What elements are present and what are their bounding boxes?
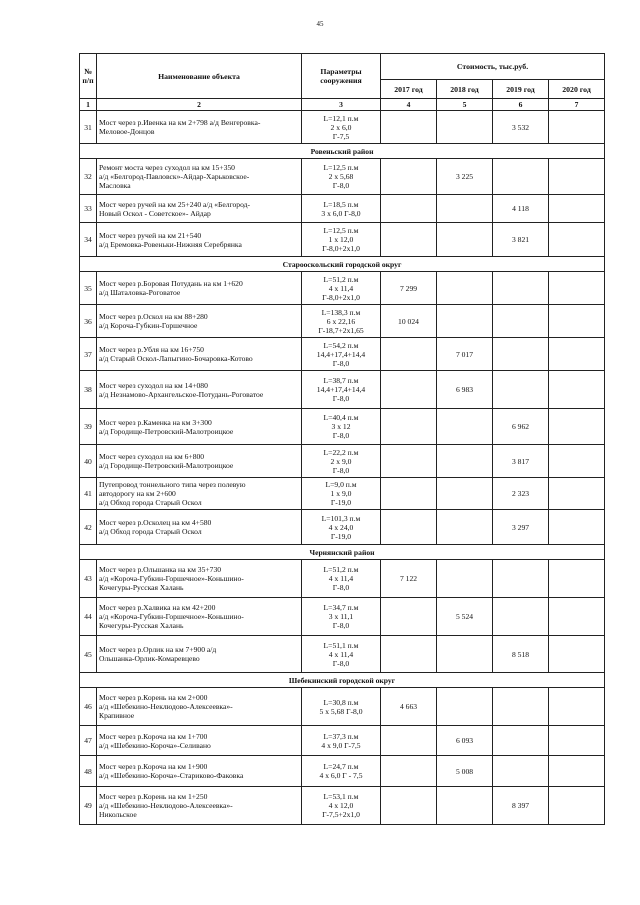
cost-2020 <box>549 111 605 144</box>
object-name <box>97 598 302 636</box>
structure-params-line: 4 х 12,0 <box>328 801 354 810</box>
cost-2020 <box>549 445 605 478</box>
cost-2019: 6 962 <box>493 409 549 445</box>
cost-2017 <box>381 510 437 545</box>
object-name-line: а/д Старый Оскол-Лапыгино-Бочаровка-Котово <box>99 354 253 363</box>
structure-params-line: 14,4+17,4+14,4 <box>316 349 366 359</box>
object-name-line: Путепровод тоннельного типа через полевую <box>99 480 246 489</box>
table-row <box>80 726 605 756</box>
cost-2018 <box>437 510 493 545</box>
cost-2019: 8 397 <box>493 787 549 825</box>
object-name-line: а/д Обход города Старый Оскол <box>99 498 202 507</box>
table-row <box>80 787 605 825</box>
structure-params-line: 2 х 5,68 <box>328 172 354 181</box>
object-name <box>97 636 302 673</box>
structure-params-line: Г-18,7+2х1,65 <box>318 325 364 335</box>
cost-2020 <box>549 598 605 636</box>
cost-2017: 4 663 <box>381 688 437 726</box>
object-name <box>97 756 302 787</box>
structure-params-line: Г-19,0 <box>330 531 352 541</box>
section-header-row <box>80 673 605 688</box>
object-name-line: Мост через р.Корень на км 1+250 <box>99 792 208 801</box>
table-row <box>80 636 605 673</box>
object-name-line: Мост через ручей на км 21+540 <box>99 230 202 240</box>
object-name-line: Мост через р.Корень на км 2+000 <box>99 693 208 702</box>
object-name <box>97 305 302 338</box>
header-year-2018: 2018 год <box>437 80 493 99</box>
structure-params-line: L=101,3 п.м <box>321 513 361 523</box>
cost-2019: 4 118 <box>493 195 549 223</box>
structure-params-line: 5 х 5,68 Г-8,0 <box>319 706 363 716</box>
structure-params-line: L=24,7 п.м <box>323 762 359 771</box>
object-name-line: Мост через ручей на км 25+240 а/д «Белгород- <box>99 199 251 209</box>
object-name-line: Мост через р.Убля на км 16+750 <box>99 345 204 354</box>
cost-2017 <box>381 371 437 409</box>
object-name <box>97 159 302 195</box>
table-row <box>80 756 605 787</box>
cost-2019: 3 821 <box>493 223 549 257</box>
table-row <box>80 371 605 409</box>
section-title: Ровеньский район <box>80 144 605 159</box>
object-name-line: а/д «Короча-Губкин-Горшечное»-Коньшино- <box>99 612 244 621</box>
structure-params <box>302 510 381 545</box>
structure-params-line: 4 х 11,4 <box>328 649 354 659</box>
section-header-row <box>80 545 605 560</box>
table-body <box>80 111 605 825</box>
header-num: № п/п <box>80 54 97 99</box>
structure-params-line: Г-8,0 <box>332 181 350 190</box>
object-name-line: а/д Незнамово-Архангельское-Потудань-Роговатое <box>99 389 264 399</box>
object-name-line: Кочегуры-Русская Халань <box>99 621 184 630</box>
cost-2017 <box>381 726 437 756</box>
object-name-line: Масловка <box>99 181 131 190</box>
object-name-line: Ольшанка-Орлик-Комаревцево <box>99 654 200 663</box>
object-name-line: Мост через р.Боровая Потудань на км 1+620 <box>99 279 243 288</box>
structure-params <box>302 305 381 338</box>
cost-2018 <box>437 111 493 144</box>
cost-2017 <box>381 111 437 144</box>
table-row <box>80 478 605 510</box>
object-name-line: а/д Обход города Старый Оскол <box>99 527 202 536</box>
cost-2019 <box>493 688 549 726</box>
structure-params-line: L=12,5 п.м <box>323 226 359 235</box>
page-number: 45 <box>316 20 324 28</box>
cost-2019 <box>493 756 549 787</box>
object-name-line: а/д «Короча-Губкин-Горшечное»-Коньшино- <box>99 574 244 583</box>
index-col-6: 6 <box>493 99 549 111</box>
structure-params <box>302 371 381 409</box>
index-col-2: 2 <box>97 99 302 111</box>
cost-2017 <box>381 787 437 825</box>
object-name-line: а/д «Шебекино-Неклюдово-Алексеевка»- <box>99 702 233 711</box>
cost-2018 <box>437 478 493 510</box>
table-row <box>80 305 605 338</box>
cost-2018: 5 524 <box>437 598 493 636</box>
cost-2017 <box>381 338 437 371</box>
object-name-line: Мост через р.Орлик на км 7+900 а/д <box>99 645 217 654</box>
object-name-line: а/д «Шебекино-Неклюдово-Алексеевка»- <box>99 801 233 810</box>
cost-2018 <box>437 272 493 305</box>
cost-2020 <box>549 223 605 257</box>
object-name-line: Ремонт моста через суходол на км 15+350 <box>99 163 235 172</box>
structure-params <box>302 688 381 726</box>
row-number: 34 <box>80 223 97 257</box>
cost-2019 <box>493 371 549 409</box>
cost-2017 <box>381 756 437 787</box>
structure-params-line: L=9,0 п.м <box>325 480 357 489</box>
object-name-line: Мост через р.Короча на км 1+700 <box>99 731 208 741</box>
cost-2017: 7 299 <box>381 272 437 305</box>
object-name <box>97 272 302 305</box>
structure-params-line: 4 х 9,0 Г-7,5 <box>321 740 361 750</box>
row-number: 35 <box>80 272 97 305</box>
structure-params-line: Г-8,0 <box>332 358 350 368</box>
structure-params-line: 4 х 11,4 <box>328 283 354 293</box>
cost-2018 <box>437 688 493 726</box>
structure-params <box>302 223 381 257</box>
structure-params-line: Г-8,0 <box>332 431 350 440</box>
index-col-7: 7 <box>549 99 605 111</box>
structure-params-line: L=53,1 п.м <box>323 792 359 801</box>
structure-params <box>302 445 381 478</box>
header-params: Параметры сооружения <box>302 54 381 99</box>
cost-2019 <box>493 726 549 756</box>
cost-2018: 6 983 <box>437 371 493 409</box>
object-name-line: Мост через суходол на км 14+080 <box>99 380 208 390</box>
cost-2018 <box>437 409 493 445</box>
structure-params-line: L=37,3 п.м <box>323 731 359 741</box>
structure-params-line: Г-8,0 <box>332 394 350 403</box>
object-name-line: а/д «Шебекино-Короча»-Селивано <box>99 740 211 750</box>
bridge-cost-table <box>79 53 605 825</box>
structure-params <box>302 598 381 636</box>
row-number: 49 <box>80 787 97 825</box>
structure-params-line: 1 х 12,0 <box>328 235 354 244</box>
object-name-line: Мост через р.Каменка на км 3+300 <box>99 417 212 427</box>
structure-params <box>302 756 381 787</box>
structure-params-line: Г-7,5 <box>332 131 350 141</box>
cost-2018 <box>437 787 493 825</box>
cost-2020 <box>549 636 605 673</box>
section-header-row <box>80 144 605 159</box>
structure-params-line: L=138,3 п.м <box>321 307 361 317</box>
object-name-line: Мост через р.Ивенка на км 2+798 а/д Венгеровка- <box>99 118 261 127</box>
object-name-line: Мост через р.Короча на км 1+900 <box>99 762 208 771</box>
cost-2019 <box>493 159 549 195</box>
cost-2017 <box>381 636 437 673</box>
header-cost: Стоимость, тыс.руб. <box>381 54 605 80</box>
structure-params-line: L=18,5 п.м <box>323 199 359 209</box>
object-name-line: Мост через р.Халвика на км 42+200 <box>99 603 216 612</box>
structure-params <box>302 272 381 305</box>
cost-2017 <box>381 195 437 223</box>
structure-params <box>302 338 381 371</box>
structure-params-line: 4 х 11,4 <box>328 574 354 583</box>
structure-params-line: L=34,7 п.м <box>323 603 359 612</box>
object-name <box>97 338 302 371</box>
object-name <box>97 371 302 409</box>
row-number: 41 <box>80 478 97 510</box>
structure-params-line: L=30,8 п.м <box>323 697 359 707</box>
cost-2020 <box>549 272 605 305</box>
cost-2019 <box>493 272 549 305</box>
structure-params <box>302 636 381 673</box>
structure-params <box>302 560 381 598</box>
cost-2018 <box>437 445 493 478</box>
section-title: Старооскольский городской округ <box>80 257 605 272</box>
row-number: 32 <box>80 159 97 195</box>
section-title: Чернянский район <box>80 545 605 560</box>
cost-2018: 3 225 <box>437 159 493 195</box>
cost-2020 <box>549 305 605 338</box>
structure-params-line: 3 х 11,1 <box>328 612 354 621</box>
object-name <box>97 195 302 223</box>
table-row <box>80 445 605 478</box>
row-number: 37 <box>80 338 97 371</box>
structure-params-line: L=40,4 п.м <box>323 413 359 422</box>
table-row <box>80 688 605 726</box>
object-name-line: автодорогу на км 2+600 <box>99 489 176 498</box>
row-number: 39 <box>80 409 97 445</box>
cost-2018 <box>437 636 493 673</box>
object-name <box>97 560 302 598</box>
object-name-line: Мост через суходол на км 6+800 <box>99 452 205 461</box>
cost-2019: 2 323 <box>493 478 549 510</box>
cost-2019: 3 297 <box>493 510 549 545</box>
structure-params <box>302 111 381 144</box>
cost-2019: 8 518 <box>493 636 549 673</box>
structure-params-line: L=51,1 п.м <box>323 640 359 650</box>
structure-params-line: L=12,1 п.м <box>323 113 359 123</box>
cost-2017 <box>381 159 437 195</box>
cost-2018: 7 017 <box>437 338 493 371</box>
structure-params-line: Г-8,0 <box>332 465 350 475</box>
object-name-line: а/д Еремовка-Ровеньки-Нижняя Серебрянка <box>99 239 242 249</box>
table-row <box>80 598 605 636</box>
structure-params-line: L=38,7 п.м <box>323 376 359 385</box>
row-number: 42 <box>80 510 97 545</box>
structure-params-line: L=51,2 п.м <box>323 565 359 574</box>
structure-params <box>302 787 381 825</box>
cost-2020 <box>549 510 605 545</box>
structure-params-line: 14,4+17,4+14,4 <box>316 385 366 394</box>
cost-2020 <box>549 409 605 445</box>
cost-2019 <box>493 305 549 338</box>
index-col-4: 4 <box>381 99 437 111</box>
structure-params <box>302 195 381 223</box>
table-row <box>80 159 605 195</box>
cost-2017: 7 122 <box>381 560 437 598</box>
row-number: 44 <box>80 598 97 636</box>
cost-2019 <box>493 338 549 371</box>
table-row <box>80 338 605 371</box>
object-name-line: Меловое-Донцов <box>99 127 155 136</box>
table-row <box>80 409 605 445</box>
cost-2020 <box>549 371 605 409</box>
header-year-2019: 2019 год <box>493 80 549 99</box>
cost-2018: 5 008 <box>437 756 493 787</box>
structure-params-line: 3 х 12 <box>331 422 351 431</box>
table-row <box>80 560 605 598</box>
table-row <box>80 195 605 223</box>
section-title: Шебекинский городской округ <box>80 673 605 688</box>
structure-params <box>302 409 381 445</box>
structure-params-line: 2 х 6,0 <box>330 122 352 132</box>
section-header-row <box>80 257 605 272</box>
structure-params-line: 4 х 24,0 <box>328 522 354 532</box>
index-col-5: 5 <box>437 99 493 111</box>
structure-params-line: Г-8,0 <box>332 583 350 592</box>
index-col-1: 1 <box>80 99 97 111</box>
object-name-line: а/д «Белгород-Павловск»-Айдар-Харьковское- <box>99 172 250 181</box>
cost-2018 <box>437 195 493 223</box>
table-row <box>80 111 605 144</box>
object-name-line: Новый Оскол - Советское»- Айдар <box>99 208 211 218</box>
object-name-line: Никольское <box>99 810 137 819</box>
cost-2020 <box>549 159 605 195</box>
structure-params-line: L=12,5 п.м <box>323 163 359 172</box>
row-number: 45 <box>80 636 97 673</box>
cost-2017 <box>381 598 437 636</box>
object-name-line: а/д Городище-Петровский-Малотроицкое <box>99 461 234 470</box>
row-number: 31 <box>80 111 97 144</box>
table-row <box>80 272 605 305</box>
cost-2017 <box>381 409 437 445</box>
header-object-name: Наименование объекта <box>97 54 302 99</box>
structure-params <box>302 726 381 756</box>
structure-params-line: Г-8,0+2х1,0 <box>322 292 360 302</box>
cost-2017: 10 024 <box>381 305 437 338</box>
object-name <box>97 726 302 756</box>
row-number: 47 <box>80 726 97 756</box>
object-name <box>97 787 302 825</box>
structure-params-line: 4 х 6,0 Г - 7,5 <box>319 771 363 780</box>
table-row <box>80 223 605 257</box>
cost-2019: 3 532 <box>493 111 549 144</box>
object-name <box>97 409 302 445</box>
structure-params <box>302 159 381 195</box>
structure-params-line: Г-19,0 <box>330 498 352 507</box>
row-number: 36 <box>80 305 97 338</box>
header-year-2017: 2017 год <box>381 80 437 99</box>
structure-params-line: Г-8,0 <box>332 658 350 668</box>
cost-2020 <box>549 560 605 598</box>
cost-2017 <box>381 478 437 510</box>
object-name-line: а/д «Шебекино-Короча»-Стариково-Факовка <box>99 771 244 780</box>
structure-params-line: Г-8,0 <box>332 621 350 630</box>
row-number: 48 <box>80 756 97 787</box>
object-name-line: Мост через р.Оскол на км 88+280 <box>99 312 208 321</box>
object-name <box>97 510 302 545</box>
structure-params-line: Г-7,5+2х1,0 <box>322 810 360 819</box>
row-number: 43 <box>80 560 97 598</box>
object-name <box>97 111 302 144</box>
index-col-3: 3 <box>302 99 381 111</box>
cost-2019 <box>493 598 549 636</box>
cost-2018 <box>437 560 493 598</box>
cost-2020 <box>549 338 605 371</box>
structure-params-line: 2 х 9,0 <box>330 456 352 466</box>
object-name-line: Кочегуры-Русская Халань <box>99 583 184 592</box>
cost-2020 <box>549 688 605 726</box>
row-number: 33 <box>80 195 97 223</box>
cost-2020 <box>549 726 605 756</box>
cost-2020 <box>549 756 605 787</box>
row-number: 46 <box>80 688 97 726</box>
structure-params-line: 1 х 9,0 <box>330 489 352 498</box>
structure-params-line: Г-8,0+2х1,0 <box>322 244 360 253</box>
cost-2020 <box>549 478 605 510</box>
row-number: 38 <box>80 371 97 409</box>
structure-params-line: L=54,2 п.м <box>323 340 359 350</box>
structure-params <box>302 478 381 510</box>
table-row <box>80 510 605 545</box>
object-name-line: Мост через р.Осколец на км 4+580 <box>99 518 212 527</box>
cost-2018 <box>437 305 493 338</box>
object-name <box>97 445 302 478</box>
object-name-line: а/д Городище-Петровский-Малотроицкое <box>99 426 234 436</box>
structure-params-line: L=51,2 п.м <box>323 274 359 284</box>
object-name-line: а/д Шаталовка-Роговатое <box>99 288 181 297</box>
object-name <box>97 688 302 726</box>
cost-2017 <box>381 445 437 478</box>
object-name-line: а/д Короча-Губкин-Горшечное <box>99 321 198 330</box>
cost-2020 <box>549 787 605 825</box>
object-name-line: Мост через р.Ольшанка на км 35+730 <box>99 565 222 574</box>
structure-params-line: L=22,2 п.м <box>323 447 359 457</box>
object-name <box>97 223 302 257</box>
row-number: 40 <box>80 445 97 478</box>
structure-params-line: 3 х 6,0 Г-8,0 <box>321 208 361 218</box>
header-year-2020: 2020 год <box>549 80 605 99</box>
cost-2017 <box>381 223 437 257</box>
cost-2020 <box>549 195 605 223</box>
cost-2018 <box>437 223 493 257</box>
object-name-line: Крапивное <box>99 711 135 720</box>
cost-2018: 6 093 <box>437 726 493 756</box>
cost-2019: 3 817 <box>493 445 549 478</box>
object-name <box>97 478 302 510</box>
cost-2019 <box>493 560 549 598</box>
structure-params-line: 6 х 22,16 <box>326 316 356 326</box>
